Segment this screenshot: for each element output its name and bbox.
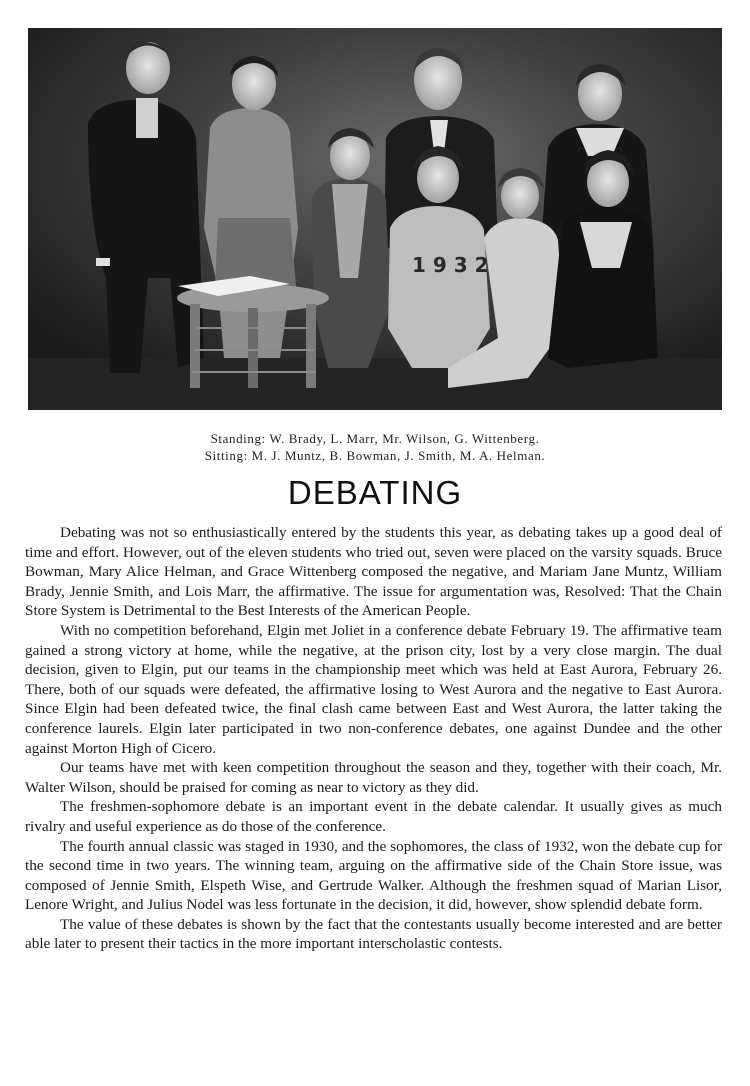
paragraph: The fourth annual classic was staged in 1930, and the sophomores, the class of 1932, won the debate cup for the second time in two years. The winning team, arguing on the affirmative side of the Chain Store issue, was composed of Jennie Smith, Elspeth Wise, and Gertrude Walker. Although the freshmen squad of Marian Lisor, Lenore Wright, and Julius Nodel was less fortunate in the decision, it did, however, show splendid debate form. bbox=[25, 837, 722, 914]
group-photo-icon bbox=[28, 28, 722, 410]
caption-sitting: Sitting: M. J. Muntz, B. Bowman, J. Smith, M. A. Helman. bbox=[204, 448, 546, 463]
paragraph: The freshmen-sophomore debate is an important event in the debate calendar. It usually gives as much rivalry and useful experience as do those of the conference. bbox=[25, 798, 722, 835]
caption-standing: Standing: W. Brady, L. Marr, Mr. Wilson, G. Wittenberg. bbox=[210, 431, 540, 446]
article-body bbox=[25, 523, 722, 954]
page-title: DEBATING bbox=[287, 474, 463, 511]
wicker-table bbox=[177, 276, 329, 388]
paragraph: With no competition beforehand, Elgin met Joliet in a conference debate February 19. The affirmative team gained a strong victory at home, while the negative, at the prison city, lost by a very close margin. The dual decision, given to Elgin, put our teams in the championship meet which was held at East Aurora, February 26. There, both of our squads were defeated, the affirmative losing to West Aurora and the negative to East Aurora. Since Elgin had been defeated twice, the final clash came between East and West Aurora, the latter taking the conference laurels. Elgin later participated in two non-conference debates, one against Dundee and the other against Morton High of Cicero. bbox=[25, 621, 722, 757]
group-photo bbox=[28, 28, 722, 410]
paragraph: The value of these debates is shown by the fact that the contestants usually become interested and are better able later to present their tactics in the more important interscholastic contests. bbox=[25, 915, 722, 953]
paragraph: Our teams have met with keen competition throughout the season and they, together with their coach, Mr. Walter Wilson, should be praised for coming as near to victory as they did. bbox=[25, 759, 722, 796]
paragraph: Debating was not so enthusiastically entered by the students this year, as debating takes up a good deal of time and effort. However, out of the eleven students who tried out, seven were placed on the varsity squads. Bruce Bowman, Mary Alice Helman, and Grace Wittenberg composed the negative, and Mariam Jane Muntz, William Brady, Jennie Smith, and Lois Marr, the affirmative. The issue for argumentation was, Resolved: That the Chain Store System is Detrimental to the Best Interests of the American People. bbox=[25, 524, 722, 620]
svg-text:1 9 3 2: 1 9 3 2 bbox=[412, 253, 489, 277]
